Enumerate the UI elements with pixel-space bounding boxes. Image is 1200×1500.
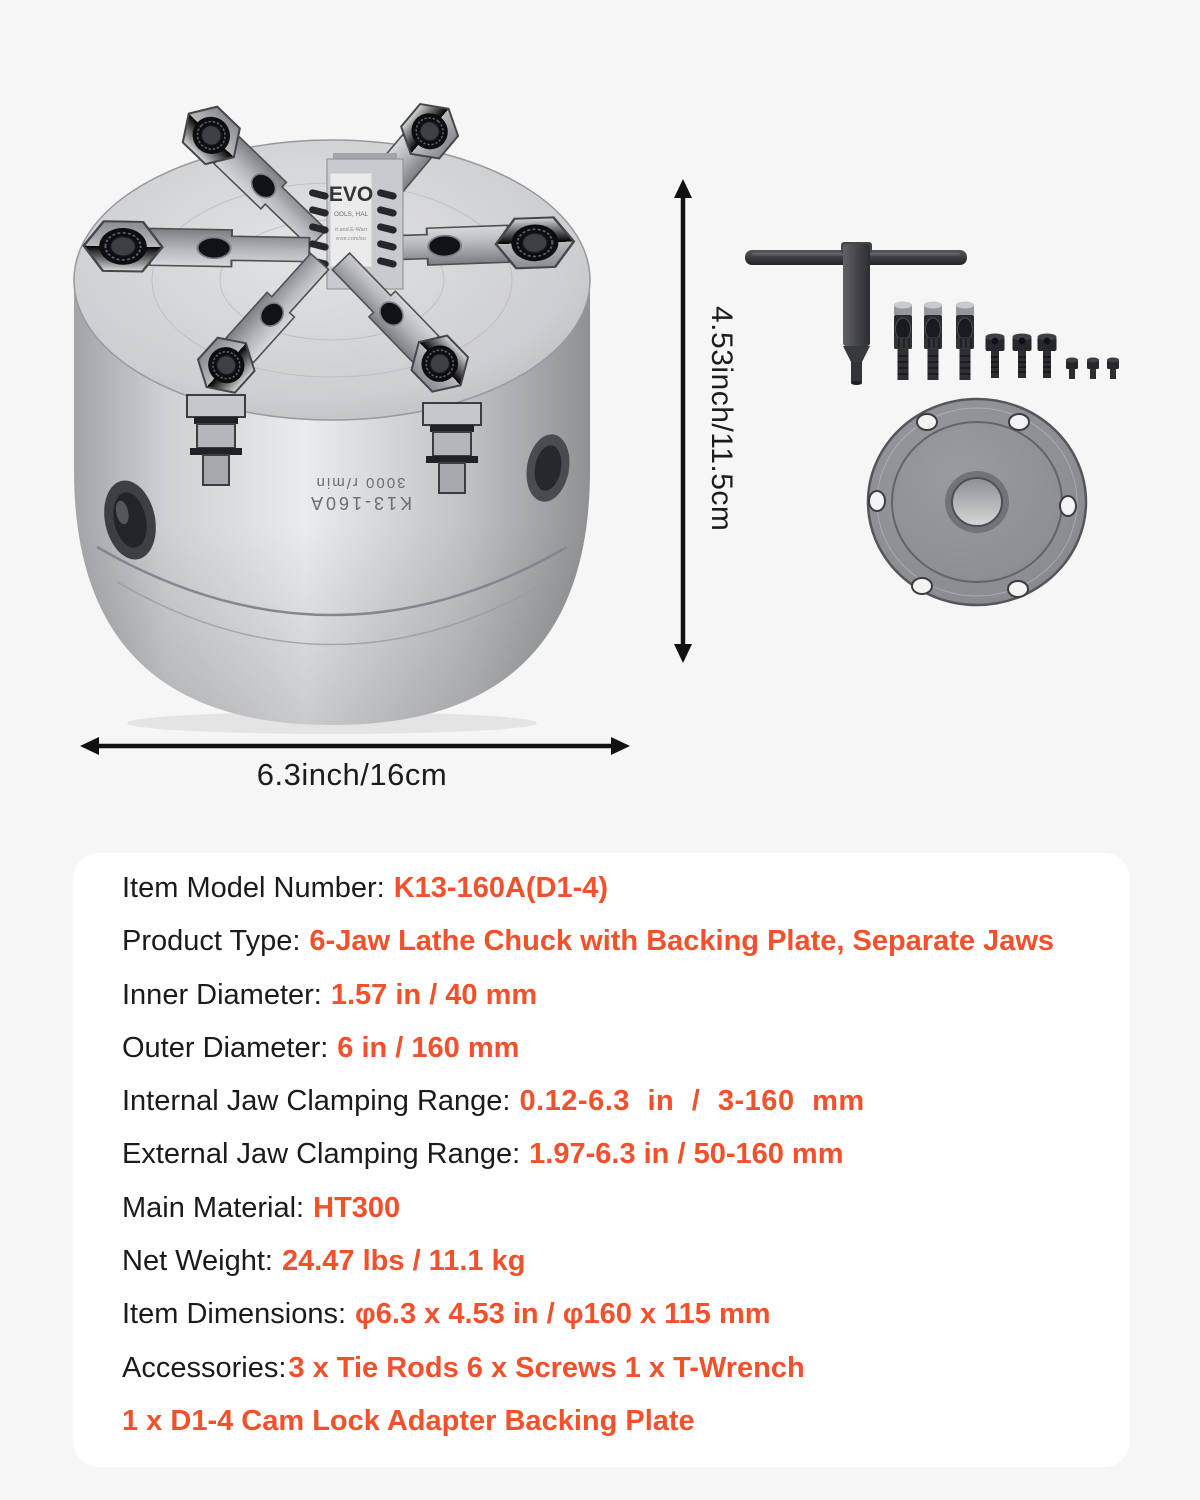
socket-screw — [986, 334, 1005, 379]
socket-screw — [1013, 334, 1032, 379]
spec-row-net-weight — [122, 1235, 1130, 1288]
lathe-chuck-image — [55, 95, 635, 735]
small-screws — [1066, 358, 1119, 380]
spec-value: φ6.3 x 4.53 in / φ160 x 115 mm — [355, 1298, 771, 1331]
spec-label: Internal Jaw Clamping Range: — [122, 1085, 511, 1118]
label-support-fragment: rt and E-Warr — [334, 227, 368, 233]
tie-rod — [956, 302, 974, 381]
socket-screw — [1038, 334, 1057, 379]
spec-row-item-dimensions — [122, 1288, 1130, 1341]
spec-row-accessories-continued — [122, 1395, 1130, 1448]
socket-screws — [986, 334, 1057, 379]
spec-label: Accessories: — [122, 1351, 287, 1384]
spec-label: Item Dimensions: — [122, 1298, 347, 1331]
label-url-fragment: evor.com/su — [336, 236, 366, 242]
spec-row-product-type — [122, 915, 1130, 968]
tie-rod — [924, 302, 942, 381]
chuck-engraving — [308, 474, 412, 513]
vevor-logo-fragment: EVO — [328, 183, 374, 206]
small-screw — [1066, 358, 1078, 380]
spec-value: K13-160A(D1-4) — [393, 872, 609, 904]
spec-value: HT300 — [313, 1191, 401, 1224]
spec-row-model — [122, 862, 1130, 915]
accessories-image — [700, 180, 1170, 630]
label-tagline-fragment: OOLS, HAL — [333, 211, 369, 218]
spec-label: Product Type: — [122, 925, 301, 958]
spec-value: 1.57 in / 40 mm — [330, 978, 538, 1011]
tie-rods — [894, 302, 974, 381]
width-dimension-label: 6.3inch/16cm — [256, 757, 448, 792]
spec-value: 0.12-6.3 in / 3-160 mm — [519, 1085, 865, 1118]
plate-center-hole — [952, 478, 1002, 526]
tie-rod — [894, 302, 912, 381]
height-dimension-label: 4.53inch/11.5cm — [705, 306, 738, 532]
spec-label: Outer Diameter: — [122, 1031, 329, 1064]
spec-value: 6 in / 160 mm — [337, 1031, 520, 1064]
spec-value: 1 x D1-4 Cam Lock Adapter Backing Plate — [122, 1404, 695, 1437]
engraving-model: K13-160A — [307, 493, 413, 513]
spec-row-internal-clamping — [122, 1075, 1130, 1128]
spec-row-material — [122, 1182, 1130, 1235]
spec-label: Item Model Number: — [122, 872, 385, 904]
spec-value: 3 x Tie Rods 6 x Screws 1 x T-Wrench — [288, 1351, 805, 1384]
spec-row-inner-diameter — [122, 969, 1130, 1022]
small-screw — [1107, 358, 1119, 380]
backing-plate — [868, 399, 1086, 605]
spec-label: Net Weight: — [122, 1245, 273, 1278]
engraving-speed: 3000 r/min — [314, 474, 406, 491]
small-screw — [1087, 358, 1099, 380]
spec-panel — [73, 853, 1130, 1467]
height-dimension-arrow — [666, 178, 700, 664]
spec-label: Main Material: — [122, 1191, 305, 1224]
spec-value: 24.47 lbs / 11.1 kg — [281, 1245, 526, 1278]
spec-row-external-clamping — [122, 1128, 1130, 1181]
spec-label: External Jaw Clamping Range: — [122, 1138, 521, 1171]
spec-value: 1.97-6.3 in / 50-160 mm — [529, 1138, 844, 1171]
spec-row-outer-diameter — [122, 1022, 1130, 1075]
spec-label: Inner Diameter: — [122, 978, 322, 1011]
spec-value: 6-Jaw Lathe Chuck with Backing Plate, Separate Jaws — [309, 925, 1055, 958]
spec-row-accessories — [122, 1342, 1130, 1395]
